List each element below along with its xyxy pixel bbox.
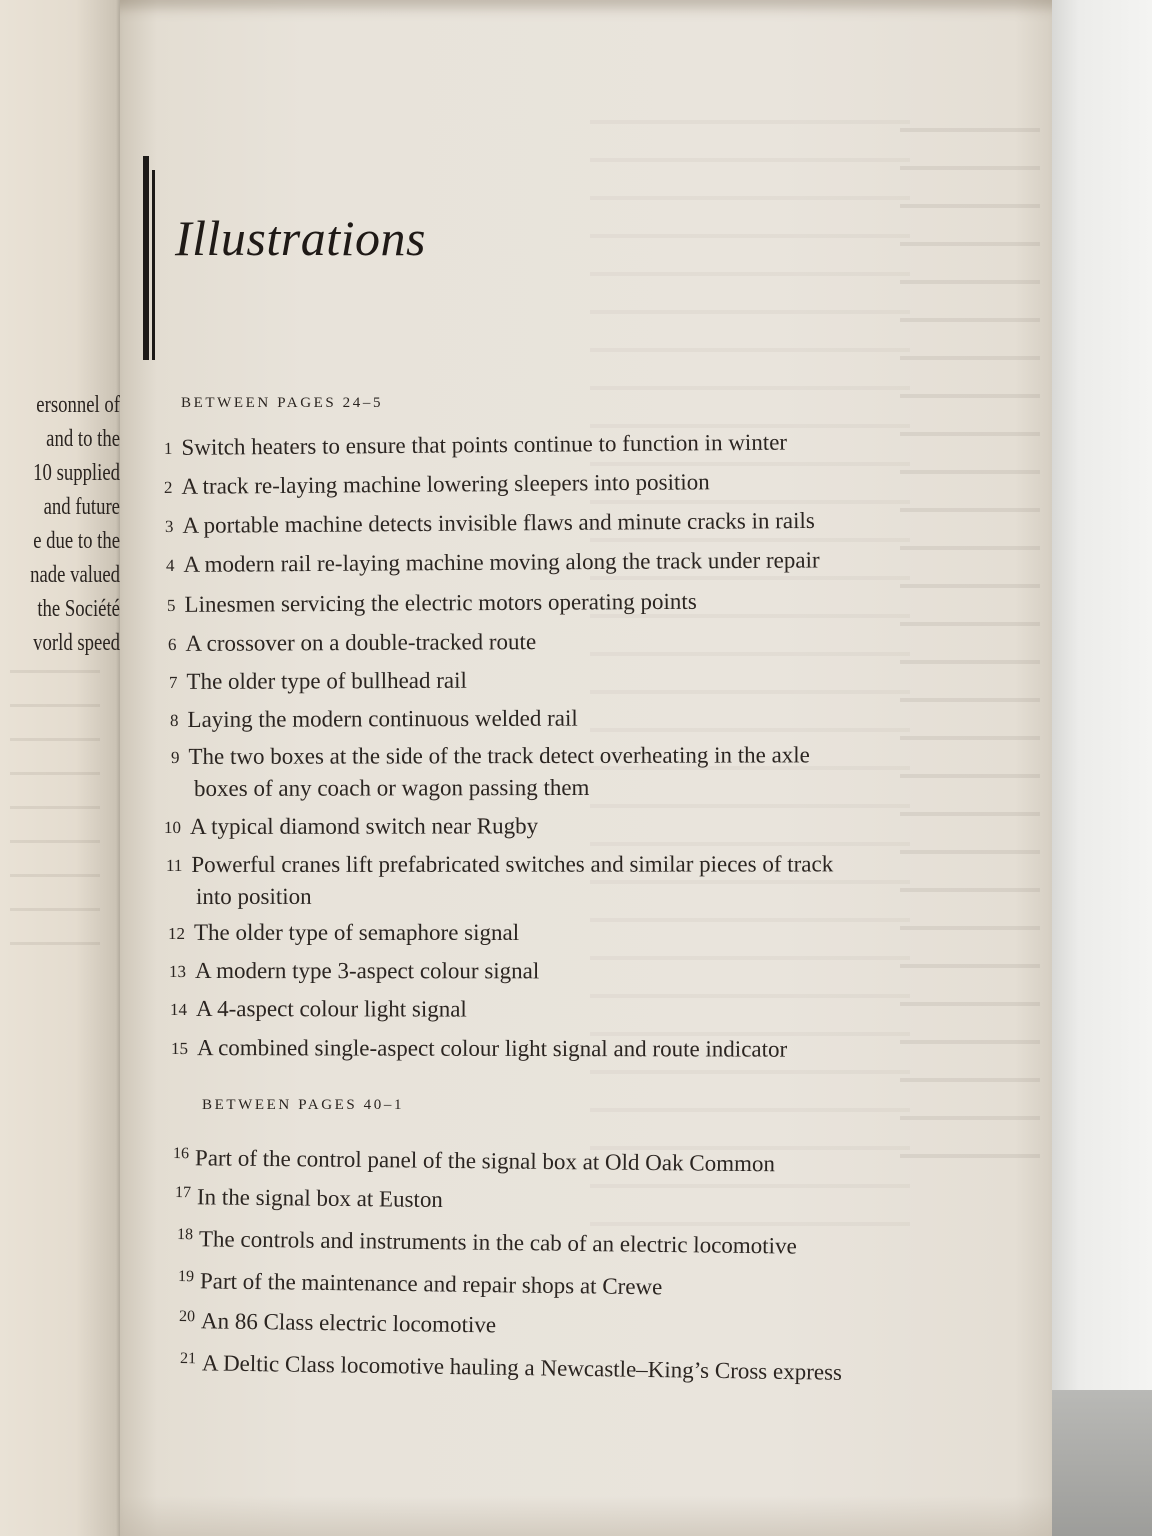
- item-number: 19: [177, 1268, 195, 1286]
- facing-page-line: ersonnel of: [36, 392, 120, 418]
- list-item: [166, 544, 820, 581]
- item-number: 3: [164, 516, 174, 536]
- list-item: [170, 993, 467, 1026]
- list-item: [169, 955, 539, 987]
- facing-page-text: [23, 388, 120, 660]
- title-rule-thick: [143, 156, 149, 360]
- item-text: Switch heaters to ensure that points continue to function in winter: [181, 429, 788, 460]
- item-number: 2: [163, 477, 173, 497]
- bleed-through-text: [10, 670, 100, 970]
- list-item: [166, 848, 833, 912]
- facing-page-line: vorld speed: [33, 630, 120, 656]
- facing-page-line: and to the: [46, 426, 120, 452]
- bleed-through-text: [900, 128, 1040, 1188]
- list-item: [168, 626, 536, 660]
- item-text: An 86 Class electric locomotive: [200, 1308, 497, 1338]
- item-text: Part of the control panel of the signal box at Old Oak Common: [194, 1145, 776, 1177]
- list-item: [175, 1177, 443, 1215]
- item-text: The controls and instruments in the cab of an electric locomotive: [198, 1226, 797, 1259]
- item-number: 12: [168, 924, 185, 943]
- item-number: 4: [165, 555, 175, 575]
- facing-page-line: the Société: [37, 596, 120, 622]
- item-text: A modern rail re-laying machine moving along the track under repair: [183, 547, 820, 577]
- item-text: A modern type 3-aspect colour signal: [194, 958, 540, 984]
- list-item: [169, 665, 467, 698]
- item-text: Linesmen servicing the electric motors operating points: [184, 588, 697, 617]
- item-number: 11: [165, 855, 183, 875]
- item-number: 21: [179, 1350, 197, 1368]
- list-item: [179, 1301, 497, 1340]
- section-heading: BETWEEN PAGES 40–1: [202, 1097, 405, 1113]
- item-text: A crossover on a double-tracked route: [185, 629, 537, 656]
- item-text: Part of the maintenance and repair shops at Crewe: [199, 1268, 663, 1300]
- facing-page-line: e due to the: [33, 528, 120, 554]
- item-text: A combined single-aspect colour light signal and route indicator: [196, 1035, 788, 1062]
- item-text: A 4-aspect colour light signal: [195, 996, 467, 1022]
- item-number: 6: [167, 634, 177, 654]
- item-number: 1: [163, 438, 173, 458]
- list-item: [167, 586, 697, 621]
- item-number: 5: [166, 595, 176, 615]
- item-number: 16: [172, 1145, 190, 1163]
- item-number: 8: [169, 710, 179, 730]
- page-title: Illustrations: [175, 210, 426, 266]
- facing-page-line: 10 supplied: [33, 460, 120, 486]
- item-text: Laying the modern continuous welded rail: [187, 705, 578, 732]
- background-surface: [1040, 0, 1152, 1536]
- item-text: The older type of semaphore signal: [194, 920, 520, 945]
- list-item: [165, 505, 815, 542]
- section-heading: BETWEEN PAGES 24–5: [181, 395, 384, 411]
- item-number: 7: [168, 672, 178, 692]
- item-number: 18: [176, 1226, 194, 1244]
- item-text: In the signal box at Euston: [196, 1184, 444, 1213]
- item-number: 20: [178, 1308, 196, 1326]
- list-item: [164, 466, 710, 503]
- item-text: A track re-laying machine lowering sleepers into position: [181, 469, 710, 499]
- item-text: A portable machine detects invisible flaws and minute cracks in rails: [182, 507, 815, 538]
- title-rule-thin: [152, 170, 155, 360]
- item-number: 14: [169, 1000, 188, 1020]
- item-text: The older type of bullhead rail: [186, 667, 467, 694]
- item-number: 17: [174, 1184, 192, 1202]
- item-number: 10: [163, 817, 182, 837]
- item-number: 13: [168, 962, 187, 982]
- item-text-continued: boxes of any coach or wagon passing them: [194, 774, 590, 801]
- bleed-through-text: [590, 120, 910, 1240]
- list-item: [171, 739, 810, 804]
- list-item: [171, 1032, 787, 1066]
- item-text: A typical diamond switch near Rugby: [189, 813, 539, 839]
- list-item: [168, 917, 519, 949]
- list-item: [173, 1138, 775, 1179]
- facing-page: [0, 0, 126, 1536]
- item-text: A Deltic Class locomotive hauling a Newcastle–King’s Cross express: [201, 1350, 843, 1385]
- list-item: [170, 703, 578, 736]
- item-number: 15: [170, 1039, 189, 1059]
- item-text: The two boxes at the side of the track detect overheating in the axle: [188, 742, 810, 769]
- list-item: [164, 810, 538, 843]
- item-text-continued: into position: [196, 883, 312, 909]
- facing-page-line: and future: [43, 494, 120, 520]
- facing-page-line: nade valued: [30, 562, 121, 588]
- item-text: Powerful cranes lift prefabricated switches and similar pieces of track: [191, 851, 834, 877]
- item-number: 9: [170, 747, 180, 767]
- list-item: [164, 427, 787, 464]
- list-item: [178, 1261, 663, 1302]
